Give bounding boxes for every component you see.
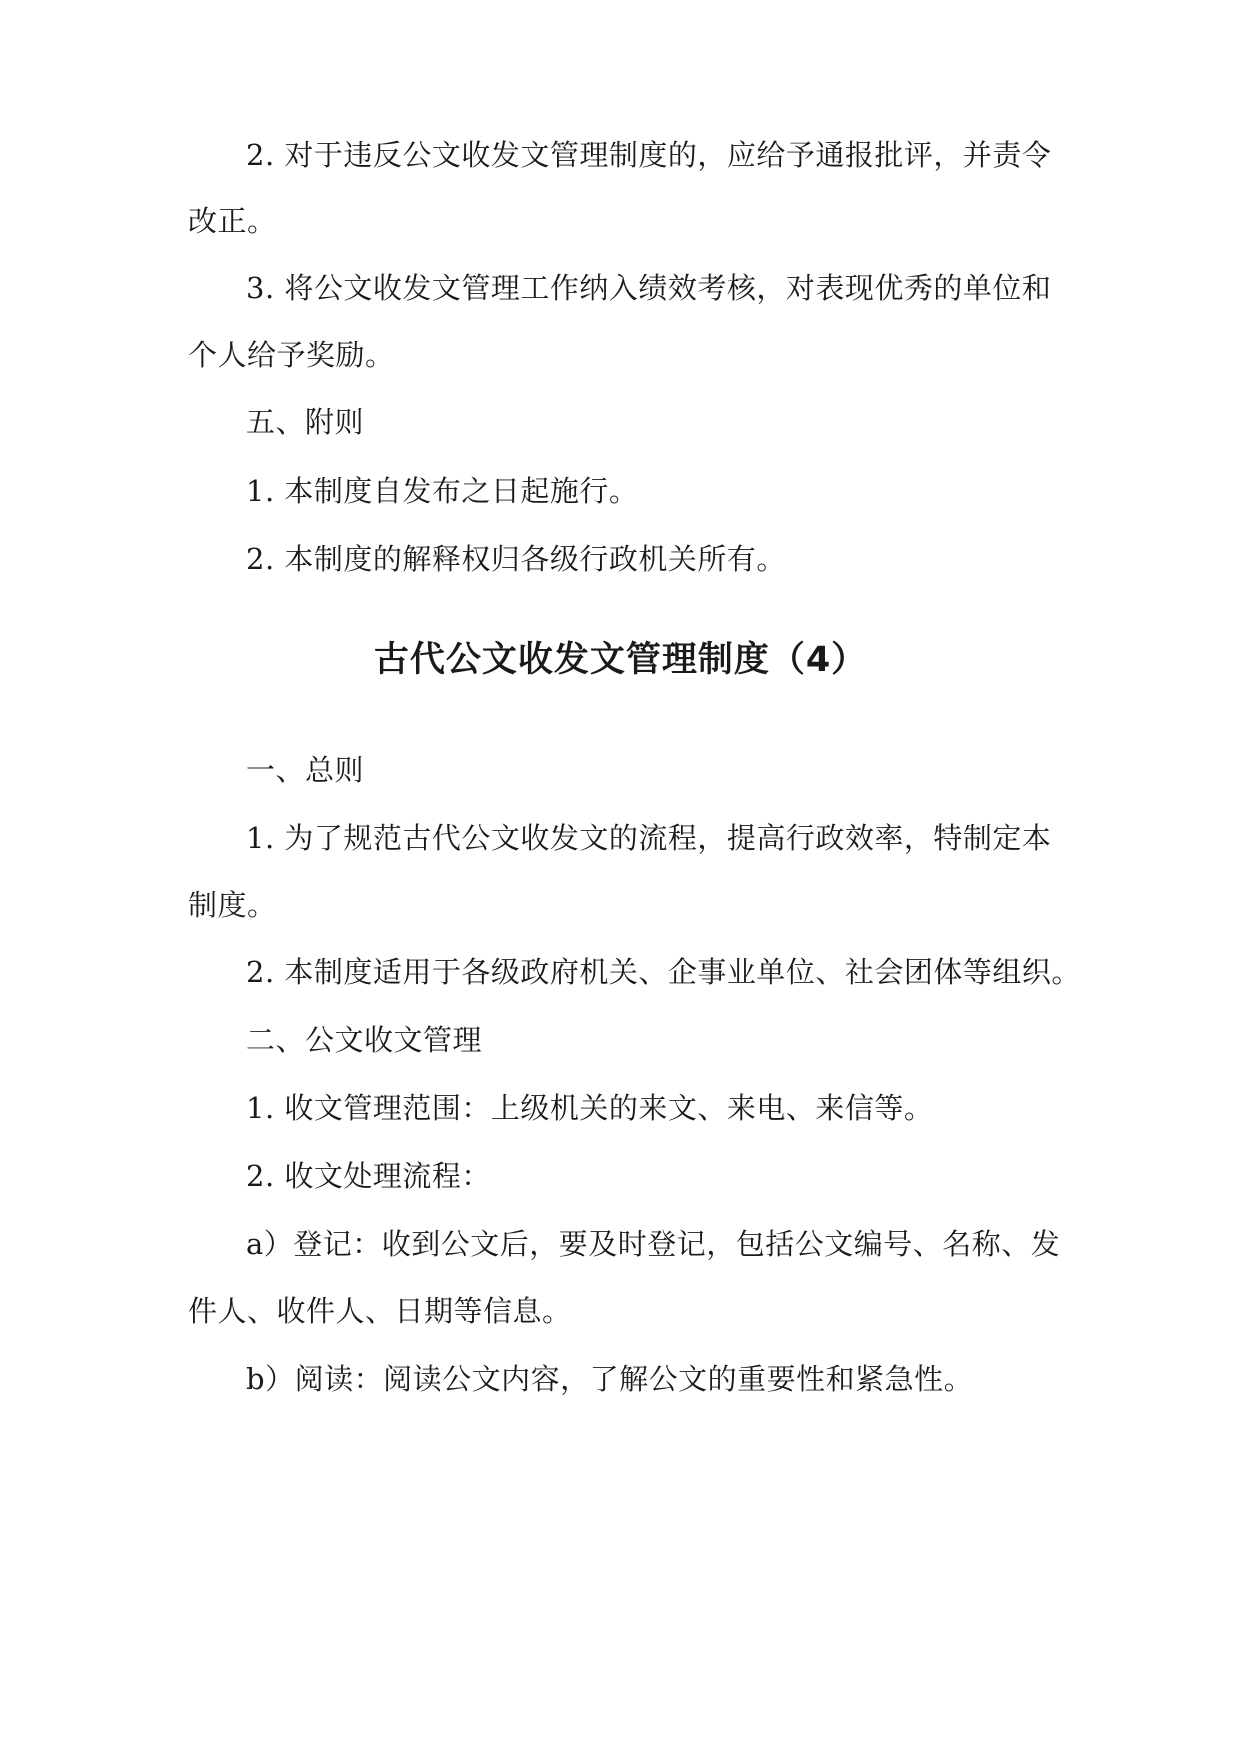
- paragraph-assessment-line1: 3. 将公文收发文管理工作纳入绩效考核，对表现优秀的单位和: [246, 271, 1052, 305]
- paragraph-registration-line2: 件人、收件人、日期等信息。: [188, 1294, 572, 1328]
- paragraph-effective-date: 1. 本制度自发布之日起施行。: [246, 474, 639, 508]
- paragraph-purpose-line1: 1. 为了规范古代公文收发文的流程，提高行政效率，特制定本: [246, 821, 1052, 855]
- paragraph-receipt-range: 1. 收文管理范围：上级机关的来文、来电、来信等。: [246, 1091, 934, 1125]
- paragraph-penalty-line1: 2. 对于违反公文收发文管理制度的，应给予通报批评，并责令: [246, 138, 1052, 172]
- heading-supplementary: 五、附则: [246, 405, 365, 439]
- paragraph-purpose-line2: 制度。: [188, 888, 277, 922]
- document-title: 古代公文收发文管理制度（4）: [373, 640, 868, 680]
- paragraph-penalty-line2: 改正。: [188, 204, 277, 238]
- paragraph-interpretation: 2. 本制度的解释权归各级行政机关所有。: [246, 542, 786, 576]
- paragraph-registration-line1: a）登记：收到公文后，要及时登记，包括公文编号、名称、发: [246, 1227, 1061, 1261]
- paragraph-assessment-line2: 个人给予奖励。: [188, 338, 395, 372]
- paragraph-scope: 2. 本制度适用于各级政府机关、企事业单位、社会团体等组织。: [246, 955, 1081, 989]
- heading-general-provisions: 一、总则: [246, 753, 365, 787]
- heading-receipt-management: 二、公文收文管理: [246, 1023, 483, 1057]
- paragraph-receipt-process: 2. 收文处理流程：: [246, 1159, 491, 1193]
- paragraph-reading: b）阅读：阅读公文内容，了解公文的重要性和紧急性。: [246, 1362, 974, 1396]
